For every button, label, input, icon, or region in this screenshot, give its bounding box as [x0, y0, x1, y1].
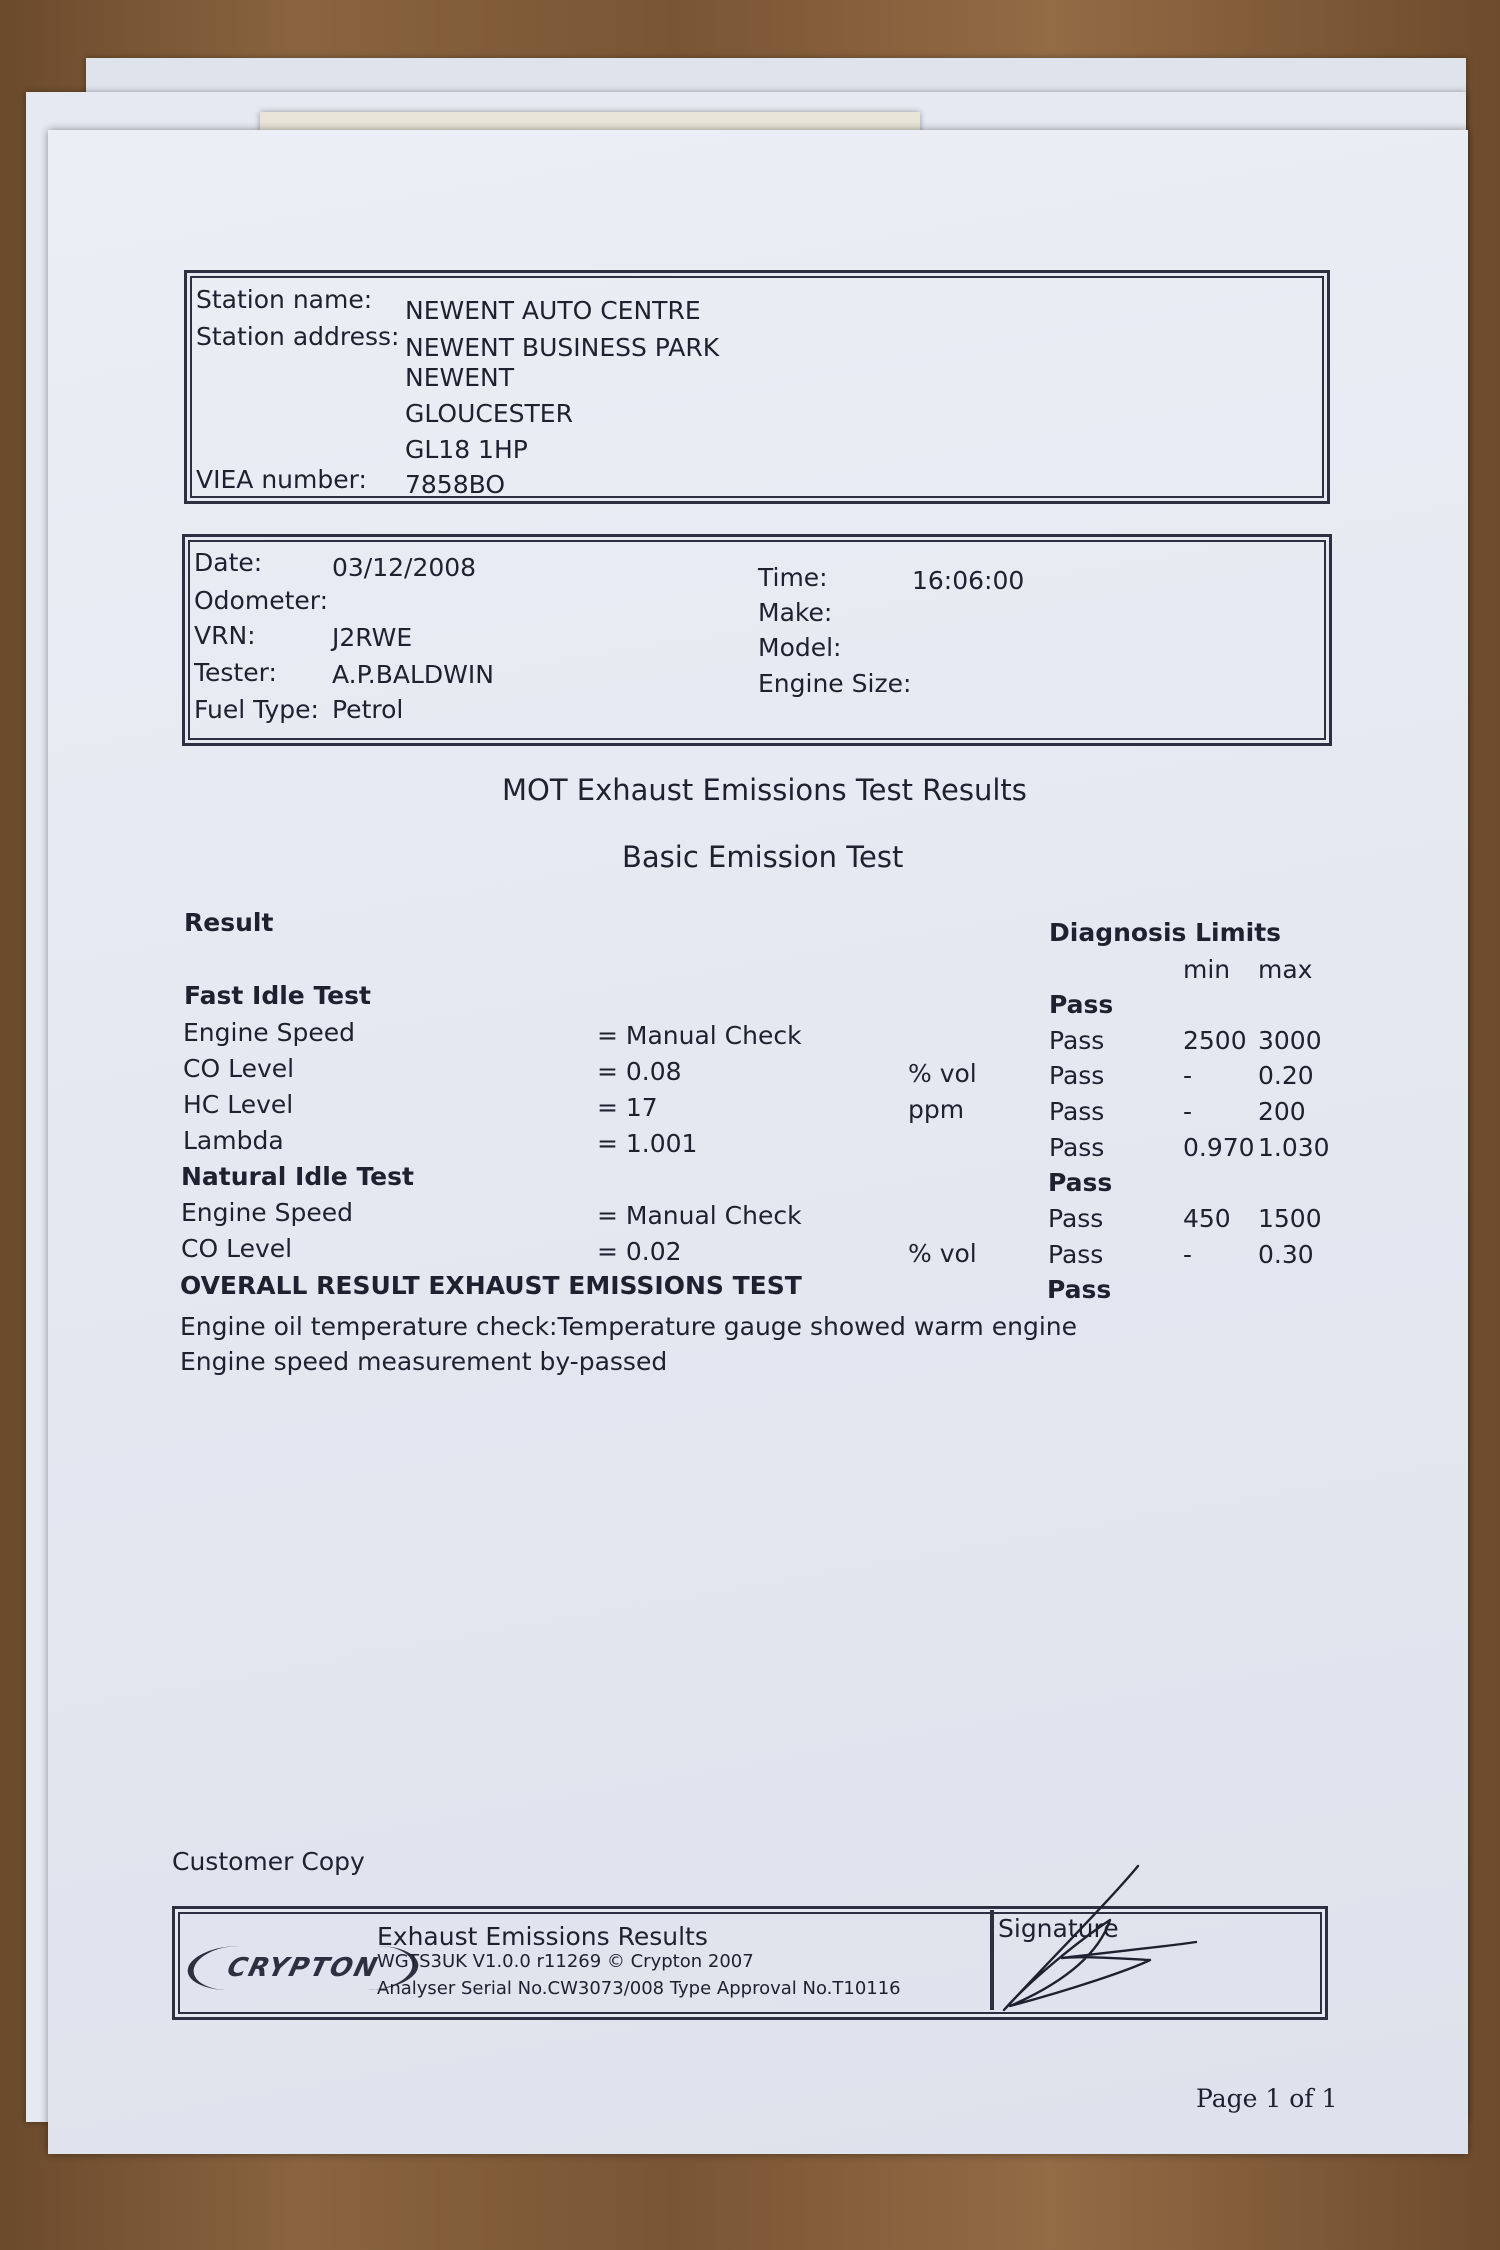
- make-label: Make:: [758, 598, 833, 627]
- time-value: 16:06:00: [912, 566, 1025, 595]
- test-row-max: 3000: [1258, 1026, 1322, 1055]
- time-label: Time:: [758, 563, 828, 592]
- test-row-name: Engine Speed: [181, 1198, 353, 1227]
- test-row-result: Pass: [1048, 1240, 1104, 1269]
- test-row-result: Pass: [1049, 1097, 1105, 1126]
- result-heading: Result: [184, 908, 274, 937]
- tester-label: Tester:: [194, 658, 277, 687]
- fast-idle-status: Pass: [1049, 990, 1114, 1019]
- test-row-max: 0.30: [1258, 1240, 1314, 1269]
- report-subtitle: Basic Emission Test: [622, 840, 904, 874]
- station-name-label: Station name:: [196, 285, 373, 314]
- test-row-unit: ppm: [908, 1095, 965, 1124]
- test-row-name: HC Level: [183, 1090, 294, 1119]
- footer-serial: Analyser Serial No.CW3073/008 Type Approval No.T10116: [377, 1978, 901, 1999]
- page-number: Page 1 of 1: [1196, 2084, 1338, 2113]
- report-title: MOT Exhaust Emissions Test Results: [502, 773, 1027, 807]
- engine-size-label: Engine Size:: [758, 669, 912, 698]
- footer-product-title: Exhaust Emissions Results: [377, 1922, 708, 1951]
- test-row-result: Pass: [1049, 1061, 1105, 1090]
- test-row-min: -: [1183, 1240, 1193, 1269]
- test-row-name: CO Level: [181, 1234, 293, 1263]
- natural-idle-heading: Natural Idle Test: [181, 1162, 414, 1191]
- date-value: 03/12/2008: [332, 553, 477, 582]
- station-address-line: NEWENT BUSINESS PARK: [405, 333, 720, 362]
- test-row-min: 2500: [1183, 1026, 1247, 1055]
- test-row-max: 200: [1258, 1097, 1306, 1126]
- tester-value: A.P.BALDWIN: [332, 660, 494, 689]
- test-row-unit: % vol: [908, 1059, 977, 1088]
- test-row-value: = Manual Check: [597, 1021, 802, 1050]
- fuel-value: Petrol: [332, 695, 404, 724]
- test-row-max: 0.20: [1258, 1061, 1314, 1090]
- handwritten-signature: [990, 1860, 1230, 2020]
- customer-copy-label: Customer Copy: [172, 1847, 365, 1876]
- overall-result-status: Pass: [1047, 1275, 1112, 1304]
- test-row-name: Engine Speed: [183, 1018, 355, 1047]
- test-row-name: CO Level: [183, 1054, 295, 1083]
- station-address-label: Station address:: [196, 322, 400, 351]
- footer-version: WGTS3UK V1.0.0 r11269 © Crypton 2007: [377, 1951, 754, 1972]
- test-row-min: 450: [1183, 1204, 1231, 1233]
- fast-idle-heading: Fast Idle Test: [184, 981, 371, 1010]
- signature-label: Signature: [998, 1914, 1119, 1943]
- fuel-label: Fuel Type:: [194, 695, 319, 724]
- date-label: Date:: [194, 548, 263, 577]
- test-row-min: -: [1183, 1097, 1193, 1126]
- test-row-name: Lambda: [183, 1126, 284, 1155]
- overall-result-label: OVERALL RESULT EXHAUST EMISSIONS TEST: [180, 1271, 802, 1300]
- test-row-value: = 17: [597, 1093, 658, 1122]
- station-address-line: GL18 1HP: [405, 435, 528, 464]
- test-row-value: = 0.08: [597, 1057, 682, 1086]
- test-row-value: = 1.001: [597, 1129, 698, 1158]
- max-column-label: max: [1258, 955, 1313, 984]
- note-line: Engine oil temperature check:Temperature gauge showed warm engine: [180, 1312, 1077, 1341]
- test-row-result: Pass: [1049, 1026, 1105, 1055]
- viea-number: 7858BO: [405, 470, 506, 499]
- test-row-min: 0.970: [1183, 1133, 1255, 1162]
- test-row-value: = 0.02: [597, 1237, 682, 1266]
- odometer-label: Odometer:: [194, 586, 329, 615]
- station-name: NEWENT AUTO CENTRE: [405, 296, 701, 325]
- test-row-unit: % vol: [908, 1239, 977, 1268]
- vrn-value: J2RWE: [332, 623, 413, 652]
- vrn-label: VRN:: [194, 621, 256, 650]
- station-address-line: NEWENT: [405, 363, 514, 392]
- test-row-max: 1.030: [1258, 1133, 1330, 1162]
- logo-text: CRYPTON: [224, 1953, 382, 1983]
- test-row-max: 1500: [1258, 1204, 1322, 1233]
- test-row-result: Pass: [1048, 1204, 1104, 1233]
- test-row-result: Pass: [1049, 1133, 1105, 1162]
- model-label: Model:: [758, 633, 842, 662]
- test-row-value: = Manual Check: [597, 1201, 802, 1230]
- viea-label: VIEA number:: [196, 465, 367, 494]
- natural-idle-status: Pass: [1048, 1168, 1113, 1197]
- diagnosis-limits-heading: Diagnosis Limits: [1049, 918, 1282, 947]
- min-column-label: min: [1183, 955, 1231, 984]
- test-row-min: -: [1183, 1061, 1193, 1090]
- note-line: Engine speed measurement by-passed: [180, 1347, 668, 1376]
- station-address-line: GLOUCESTER: [405, 399, 573, 428]
